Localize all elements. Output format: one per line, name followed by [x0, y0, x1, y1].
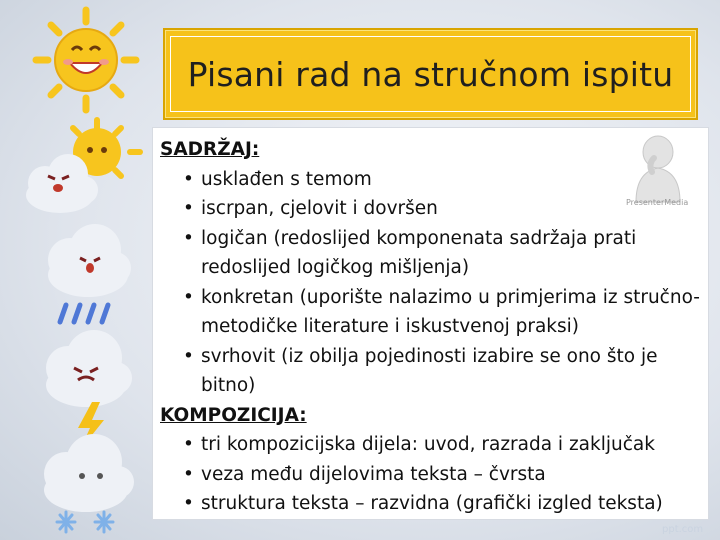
title-inner-frame — [170, 36, 691, 112]
sun-behind-cloud-icon — [26, 120, 140, 213]
watermark: ppt.com — [662, 524, 704, 535]
list-item: • iscrpan, cjelovit i dovršen — [160, 194, 705, 224]
slide-title: Pisani rad na stručnom ispitu — [187, 54, 674, 94]
title-box — [163, 28, 698, 120]
snow-cloud-icon — [44, 434, 134, 532]
sadrzaj-list — [160, 165, 705, 401]
kompozicija-list — [160, 430, 705, 519]
list-item: • veza među dijelovima teksta – čvrsta — [160, 460, 705, 490]
section-heading-kompozicija: KOMPOZICIJA: — [160, 404, 307, 426]
rain-cloud-icon — [48, 224, 131, 322]
happy-sun-icon — [36, 10, 136, 110]
section-heading-sadrzaj: SADRŽAJ: — [160, 139, 260, 160]
list-item: • usklađen s temom — [160, 165, 705, 195]
slide-content — [160, 135, 705, 519]
list-item: • svrhovit (iz obilja pojedinosti izabire se ono što je bitno) — [160, 342, 705, 401]
storm-cloud-icon — [46, 330, 132, 450]
list-item: • logičan (redoslijed komponenata sadržaja prati redoslijed logičkog mišljenja) — [160, 224, 705, 283]
presenter-label: PresenterMedia — [626, 198, 689, 207]
list-item: • tri kompozicijska dijela: uvod, razrada i zaključak — [160, 430, 705, 460]
list-item: • struktura teksta – razvidna (grafički izgled teksta) — [160, 489, 705, 519]
list-item: • konkretan (uporište nalazimo u primjerima iz stručno-metodičke literature i iskustvenoj praksi) — [160, 283, 705, 342]
weather-icon-strip — [0, 0, 150, 540]
